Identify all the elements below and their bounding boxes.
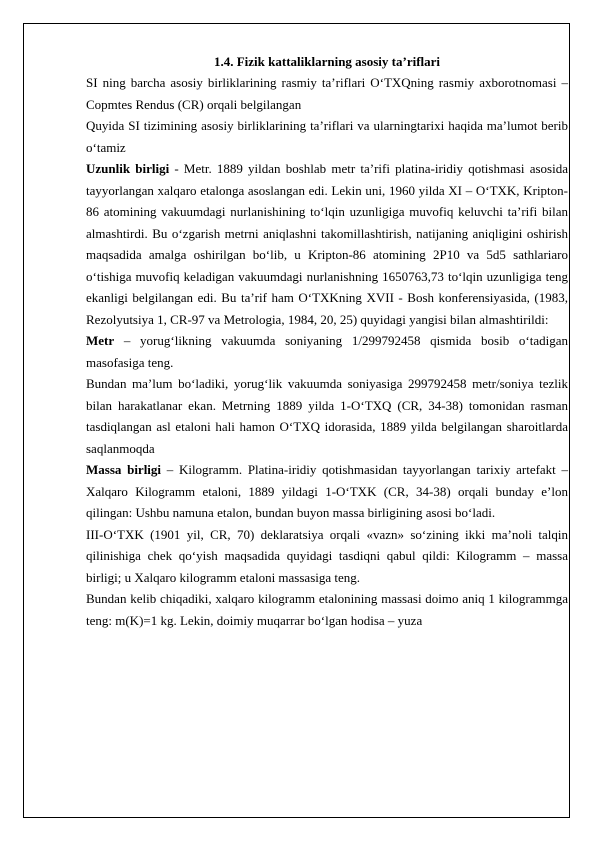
paragraph-text: - Metr. 1889 yildan boshlab metr ta’rifi platina-iridiy qotishmasi asosida tayyorlangan xalqaro etalonga asoslangan edi. Lekin uni, 1960 yilda XI – O‘TXK, Kripton-86 atomining vakuumdagi nurlanishining to‘lqin uzunligiga muvofiq keluvchi ta’rifi bilan almashtirdi. Bu o‘zgarish metrni aniqlashni takomillashtirish, natijaning aniqligini oshirish maqsadida amalga oshirilgan bo‘lib, u Kripton-86 atomining 2P10 va 5d5 sathlariaro o‘tishiga muvofiq keladigan vakuumdagi nurlanishning 1650763,73 to‘lqin uzunligiga teng ekanligi belgilangan edi. Bu ta’rif ham O‘TXKning XVII - Bosh konferensiyasida, (1983, Rezolyutsiya 1, CR-97 va Metrologia, 1984, 20, 25) quyidagi yangisi bilan almashtirildi: [86,161,568,327]
term-length-unit: Uzunlik birligi [86,161,170,176]
paragraph-text: SI ning barcha asosiy birliklarining rasmiy ta’riflari O‘TXQning rasmiy axborotnomasi – Copmtes Rendus (CR) orqali belgilangan [86,75,568,112]
paragraph-text: Bundan kelib chiqadiki, xalqaro kilogramm etalonining massasi doimo aniq 1 kilogrammga teng: m(K)=1 kg. Lekin, doimiy muqarrar bo‘lgan hodisa – yuza [86,591,568,628]
paragraph-mass-unit [86,459,568,524]
paragraph-intro [86,115,568,158]
paragraph-text: – Kilogramm. Platina-iridiy qotishmasidan tayyorlangan tarixiy artefakt – Xalqaro Kilogramm etaloni, 1889 yildagi 1-O‘TXK (CR, 34-38) orqali bunday e’lon qilingan: Ushbu namuna etalon, bundan buyon massa birligining asosi bo‘ladi. [86,462,568,520]
paragraph-length-unit [86,158,568,330]
paragraph-text: – yorug‘likning vakuumda soniyaning 1/299792458 qismida bosib o‘tadigan masofasiga teng. [86,333,568,370]
paragraph-text: Bundan ma’lum bo‘ladiki, yorug‘lik vakuumda soniyasiga 299792458 metr/soniya tezlik bilan harakatlanar ekan. Metrning 1889 yilda 1-O‘TXQ (CR, 34-38) tomonidan rasman tasdiqlangan asl etaloni hali hamon O‘TXQ idorasida, 1889 yilda belgilangan sharoitlarda saqlanmoqda [86,376,568,456]
paragraph-si-official-definitions [86,72,568,115]
document-body [86,51,568,631]
paragraph-text: III-O‘TXK (1901 yil, CR, 70) deklaratsiya orqali «vazn» so‘zining ikki ma’noli talqin qilinishiga chek qo‘yish maqsadida quyidagi tasdiqni qabul qildi: Kilogramm – massa birligi; u Xalqaro kilogramm etaloni massasiga teng. [86,526,568,585]
term-mass-unit: Massa birligi [86,462,162,477]
term-metre: Metr [86,333,115,348]
paragraph-metre-definition [86,330,568,373]
paragraph-speed-of-light [86,373,568,459]
section-title: 1.4. Fizik kattaliklarning asosiy ta’riflari [213,54,441,69]
paragraph-kilogram-mass [86,588,568,631]
paragraph-text: Quyida SI tizimining asosiy birliklarining ta’riflari va ularningtarixi haqida ma’lumot berib o‘tamiz [86,118,568,155]
paragraph-weight-declaration [86,524,568,589]
